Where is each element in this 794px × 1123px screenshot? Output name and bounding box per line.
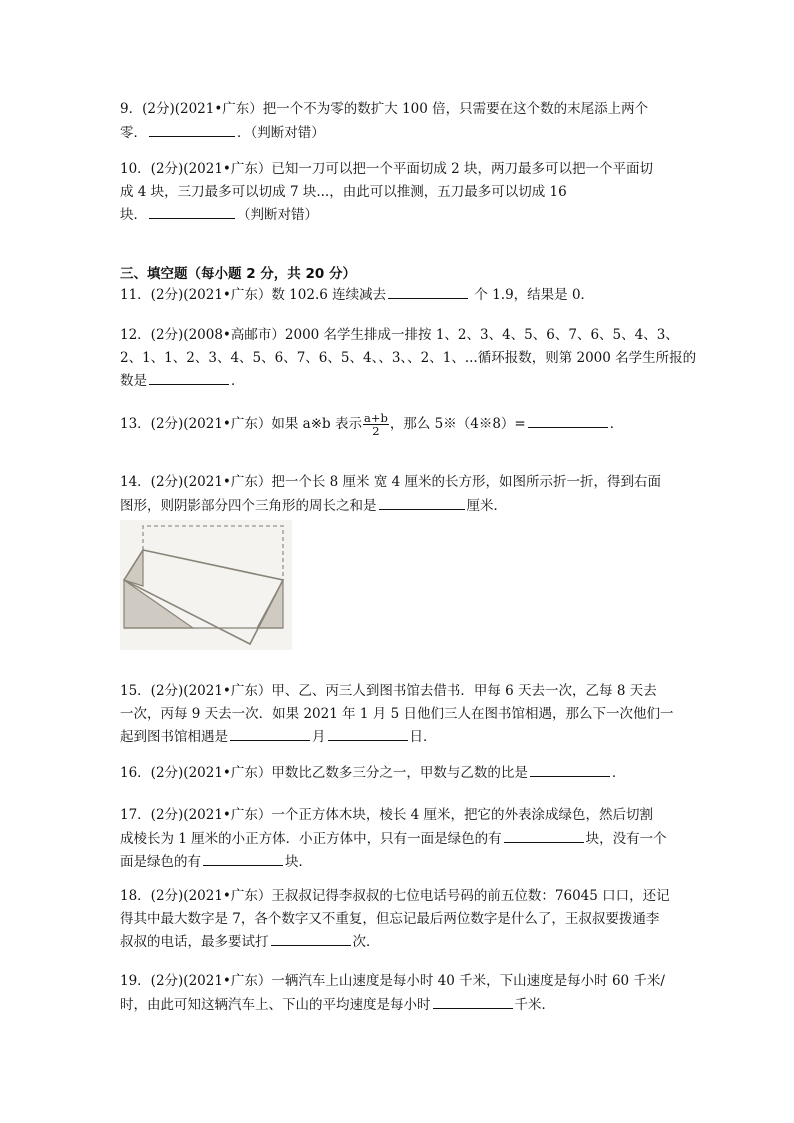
- question-18: [120, 885, 680, 954]
- question-9-text: 零．: [120, 124, 147, 141]
- question-17-mid: 块，没有一个: [585, 830, 667, 847]
- question-17: [120, 804, 680, 874]
- question-13-mid: ，那么 5※（4※8）=: [389, 416, 526, 432]
- answer-blank-17-one-face[interactable]: [504, 827, 584, 843]
- question-12-line-1: 12．(2分)(2008•高邮市）2000 名学生排成一排按 1、2、3、4、5、6、7、6、5、4、3、: [120, 327, 679, 343]
- figure-background: [120, 520, 292, 650]
- answer-blank-10[interactable]: [149, 203, 235, 219]
- answer-blank-15-day[interactable]: [328, 725, 408, 741]
- question-18-line-2: 得其中最大数字是 7，各个数字又不重复，但忘记最后两位数字是什么了，王叔叔要拨通李: [120, 910, 660, 927]
- fraction-a-plus-b-over-2: [363, 412, 389, 437]
- answer-blank-16[interactable]: [530, 761, 610, 777]
- question-17-text: 成棱长为 1 厘米的小正方体．小正方体中，只有一面是绿色的有: [120, 830, 502, 847]
- question-15-text: 起到图书馆相遇是: [120, 729, 228, 745]
- question-12-text: 数是: [120, 373, 147, 389]
- question-14-line-1: 14．(2分)(2021•广东）把一个长 8 厘米 宽 4 厘米的长方形，如图所示折一折，得到右面: [120, 474, 662, 490]
- answer-blank-19[interactable]: [433, 993, 513, 1009]
- question-16-text: 16．(2分)(2021•广东）甲数比乙数多三分之一，甲数与乙数的比是: [120, 765, 528, 781]
- answer-blank-18[interactable]: [271, 930, 351, 946]
- question-11: [120, 283, 680, 307]
- question-10-line-1: 10．(2分)(2021•广东）已知一刀可以把一个平面切成 2 块，两刀最多可以把一个平面切: [120, 161, 654, 177]
- question-10-suffix: （判断对错）: [237, 207, 318, 223]
- question-10-text: 块．: [120, 207, 147, 223]
- question-16: [120, 761, 680, 785]
- question-19-text: 时，由此可知这辆汽车上、下山的平均速度是每小时: [120, 996, 431, 1013]
- question-11-text: 11．(2分)(2021•广东）数 102.6 连续减去: [120, 287, 387, 303]
- folded-rectangle-svg: [120, 520, 292, 650]
- question-15-line-1: 15．(2分)(2021•广东）甲、乙、丙三人到图书馆去借书．甲每 6 天去一次，乙每 8 天去: [120, 683, 657, 699]
- answer-blank-11[interactable]: [388, 283, 468, 299]
- question-19-line-1: 19．(2分)(2021•广东）一辆汽车上山速度是每小时 40 千米，下山速度是每小时 60 千米/: [120, 973, 665, 989]
- question-15: [120, 680, 680, 749]
- section-title: 三、填空题（每小题 2 分，共 20 分）: [120, 266, 356, 282]
- question-15-suffix: 日．: [409, 729, 437, 745]
- answer-blank-17-no-face[interactable]: [203, 850, 283, 866]
- question-14-suffix: 厘米．: [466, 497, 507, 514]
- fraction-denominator: 2: [372, 424, 380, 438]
- fraction-numerator: a+b: [363, 411, 388, 425]
- question-12: [120, 324, 697, 393]
- question-12-suffix: ．: [231, 373, 245, 389]
- question-10: [120, 158, 680, 227]
- question-12-line-2: 2、1、1、2、3、4、5、6、7、6、5、4、、3、、2、1、...循环报数，则第 2000 名学生所报的: [120, 349, 697, 366]
- question-9-suffix: ．（判断对错）: [237, 124, 325, 141]
- question-14: [120, 471, 680, 517]
- question-17-line-1: 17．(2分)(2021•广东）一个正方体木块，棱长 4 厘米，把它的外表涂成绿色，然后切割: [120, 807, 654, 823]
- question-19-suffix: 千米．: [514, 996, 555, 1013]
- question-18-line-1: 18．(2分)(2021•广东）王叔叔记得李叔叔的七位电话号码的前五位数：76045 口口，还记: [120, 888, 670, 904]
- question-18-text: 叔叔的电话，最多要试打: [120, 934, 269, 950]
- answer-blank-14[interactable]: [379, 494, 465, 510]
- question-13-suffix: ．: [609, 416, 624, 432]
- question-18-suffix: 次．: [352, 934, 380, 950]
- question-16-suffix: ．: [611, 765, 626, 781]
- question-17-suffix: 块．: [285, 854, 312, 870]
- answer-blank-12[interactable]: [149, 369, 229, 385]
- question-13: [120, 412, 680, 437]
- question-13-text: 13．(2分)(2021•广东）如果 a※b 表示: [120, 416, 362, 432]
- question-19: [120, 970, 680, 1016]
- answer-blank-13[interactable]: [528, 412, 608, 428]
- question-10-line-2: 成 4 块，三刀最多可以切成 7 块...，由此可以推测，五刀最多可以切成 16: [120, 183, 567, 200]
- folded-rectangle-figure: [120, 520, 292, 650]
- question-9-line-1: 9．(2分)(2021•广东）把一个不为零的数扩大 100 倍，只需要在这个数的末尾添上两个: [120, 101, 649, 117]
- question-15-month-label: 月: [312, 729, 326, 745]
- question-14-text: 图形，则阴影部分四个三角形的周长之和是: [120, 497, 377, 514]
- question-15-line-2: 一次，丙每 9 天去一次．如果 2021 年 1 月 5 日他们三人在图书馆相遇，那么下一次他们一: [120, 705, 674, 722]
- question-11-suffix: 个 1.9，结果是 0．: [470, 287, 595, 303]
- question-17-text-2: 面是绿色的有: [120, 854, 201, 870]
- question-9: [120, 98, 680, 144]
- answer-blank-15-month[interactable]: [230, 725, 310, 741]
- answer-blank-9[interactable]: [149, 121, 235, 137]
